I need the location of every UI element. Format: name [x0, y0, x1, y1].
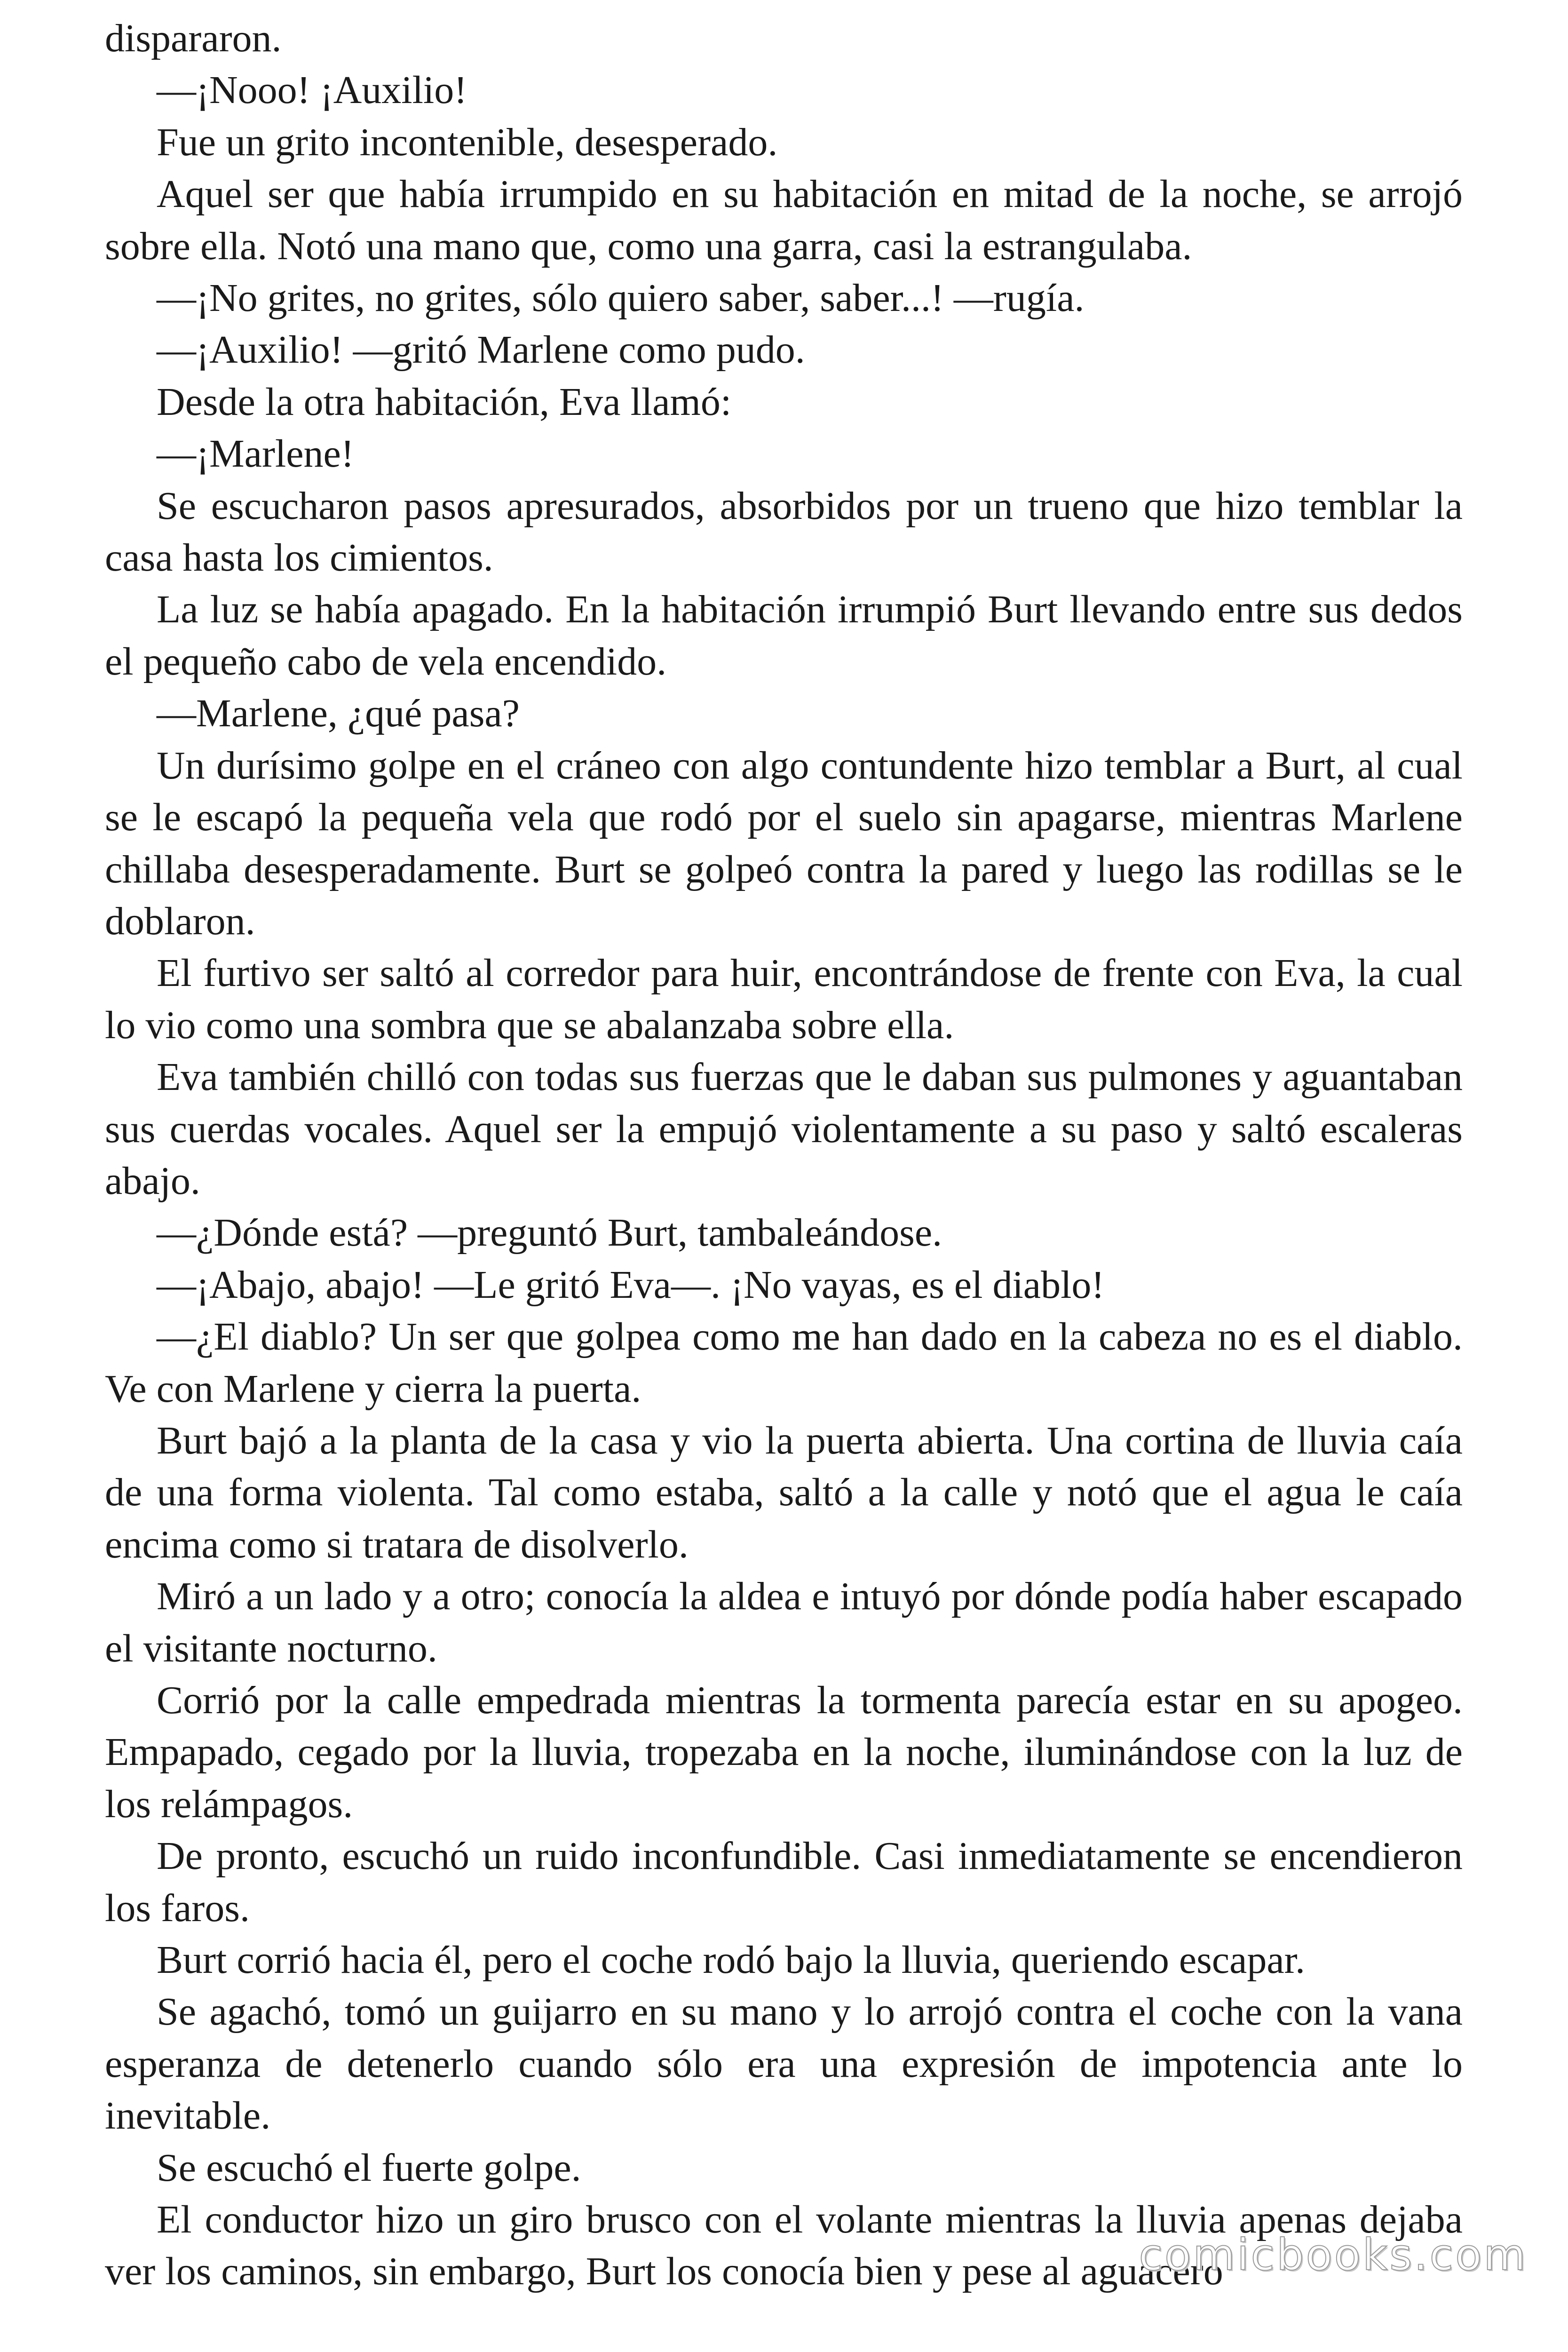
paragraph: Eva también chilló con todas sus fuerzas que le daban sus pulmones y aguantaban sus cuerdas vocales. Aquel ser la empujó violentamente a su paso y saltó escaleras abajo.: [105, 1055, 1463, 1203]
paragraph: —¡Abajo, abajo! —Le gritó Eva—. ¡No vayas, es el diablo!: [157, 1263, 1105, 1307]
paragraph: Un durísimo golpe en el cráneo con algo contundente hizo temblar a Burt, al cual se le escapó la pequeña vela que rodó por el suelo sin apagarse, mientras Marlene chillaba desesperadamente. Burt se golpeó contra la pared y luego las rodillas se le doblaron.: [105, 743, 1463, 943]
paragraph: —¡Nooo! ¡Auxilio!: [157, 68, 467, 112]
paragraph: La luz se había apagado. En la habitación irrumpió Burt llevando entre sus dedos el pequeño cabo de vela encendido.: [105, 588, 1463, 683]
paragraph: Corrió por la calle empedrada mientras la tormenta parecía estar en su apogeo. Empapado, cegado por la lluvia, tropezaba en la noche, iluminándose con la luz de los relámpagos.: [105, 1678, 1463, 1826]
paragraph: —¡Auxilio! —gritó Marlene como pudo.: [157, 328, 805, 372]
paragraph: Aquel ser que había irrumpido en su habitación en mitad de la noche, se arrojó sobre ella. Notó una mano que, como una garra, casi la estrangulaba.: [105, 172, 1463, 268]
paragraph: —¿Dónde está? —preguntó Burt, tambaleándose.: [157, 1211, 942, 1255]
paragraph: Miró a un lado y a otro; conocía la aldea e intuyó por dónde podía haber escapado el visitante nocturno.: [105, 1574, 1463, 1670]
paragraph: El conductor hizo un giro brusco con el volante mientras la lluvia apenas dejaba ver los caminos, sin embargo, Burt los conocía bien y pese al aguacero: [105, 2198, 1463, 2294]
watermark: comicbooks.com: [1139, 2230, 1528, 2280]
paragraph: dispararon.: [105, 16, 282, 60]
paragraph: Desde la otra habitación, Eva llamó:: [157, 380, 732, 424]
paragraph: Se escuchó el fuerte golpe.: [157, 2145, 581, 2190]
paragraph: —¿El diablo? Un ser que golpea como me han dado en la cabeza no es el diablo. Ve con Marlene y cierra la puerta.: [105, 1315, 1463, 1411]
paragraph: Se agachó, tomó un guijarro en su mano y lo arrojó contra el coche con la vana esperanza de detenerlo cuando sólo era una expresión de impotencia ante lo inevitable.: [105, 1990, 1463, 2138]
paragraph: De pronto, escuchó un ruido inconfundible. Casi inmediatamente se encendieron los faros.: [105, 1834, 1463, 1930]
paragraph: —¡No grites, no grites, sólo quiero saber, saber...! —rugía.: [157, 276, 1085, 320]
paragraph: Burt bajó a la planta de la casa y vio la puerta abierta. Una cortina de lluvia caía de una forma violenta. Tal como estaba, saltó a la calle y notó que el agua le caía encima como si tratara de disolverlo.: [105, 1418, 1463, 1566]
paragraph: Burt corrió hacia él, pero el coche rodó bajo la lluvia, queriendo escapar.: [157, 1938, 1305, 1982]
paragraph: El furtivo ser saltó al corredor para huir, encontrándose de frente con Eva, la cual lo vio como una sombra que se abalanzaba sobre ella.: [105, 951, 1463, 1047]
paragraph: Se escucharon pasos apresurados, absorbidos por un trueno que hizo temblar la casa hasta los cimientos.: [105, 484, 1463, 580]
paragraph: —¡Marlene!: [157, 432, 354, 476]
paragraph: —Marlene, ¿qué pasa?: [157, 691, 520, 736]
body-text: [105, 13, 1463, 2298]
paragraph: Fue un grito incontenible, desesperado.: [157, 120, 778, 164]
